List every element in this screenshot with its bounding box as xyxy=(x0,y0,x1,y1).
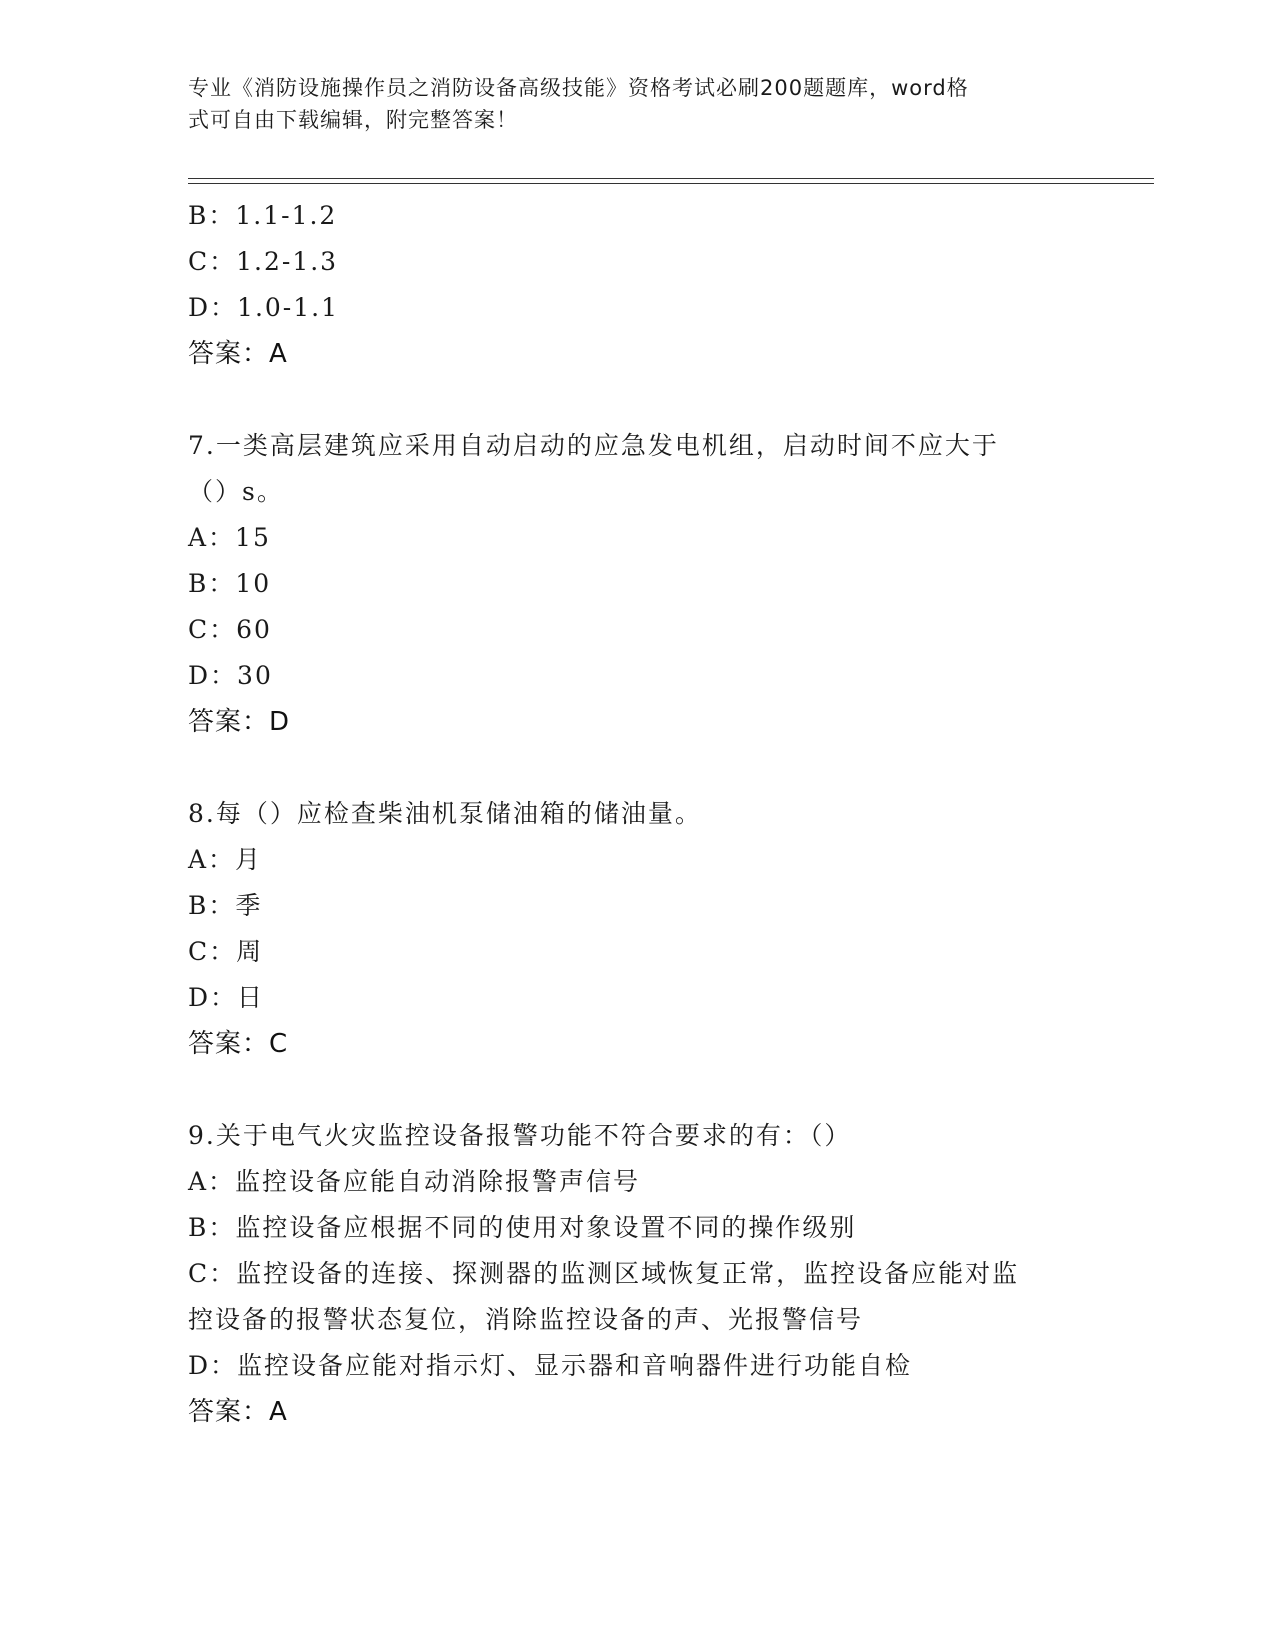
option-b: B：季 xyxy=(188,891,263,920)
question-list xyxy=(188,193,1088,1435)
spacer xyxy=(188,1067,1088,1113)
option-c-continued: 控设备的报警状态复位，消除监控设备的声、光报警信号 xyxy=(188,1305,864,1334)
question-stem: 9.关于电气火灾监控设备报警功能不符合要求的有：（） xyxy=(188,1121,852,1150)
question-stem: 7.一类高层建筑应采用自动启动的应急发电机组，启动时间不应大于 xyxy=(188,431,999,460)
question-8 xyxy=(188,791,1088,1067)
question-stem-continued: （）s。 xyxy=(188,477,284,506)
option-c: C：周 xyxy=(188,937,264,966)
header-line-2: 式可自由下载编辑，附完整答案！ xyxy=(188,108,518,132)
spacer xyxy=(188,377,1088,423)
option-b: B：1.1-1.2 xyxy=(188,201,338,230)
question-6-tail xyxy=(188,193,1088,377)
answer-label: 答案：A xyxy=(188,1397,288,1427)
answer-label: 答案：C xyxy=(188,1029,289,1059)
header-divider-thin xyxy=(188,183,1154,184)
option-b: B：监控设备应根据不同的使用对象设置不同的操作级别 xyxy=(188,1213,857,1242)
option-d: D：日 xyxy=(188,983,265,1012)
question-stem: 8.每（）应检查柴油机泵储油箱的储油量。 xyxy=(188,799,702,828)
question-9 xyxy=(188,1113,1088,1435)
option-c: C：监控设备的连接、探测器的监测区域恢复正常，监控设备应能对监 xyxy=(188,1259,1020,1288)
option-d: D：30 xyxy=(188,661,273,690)
option-d: D：监控设备应能对指示灯、显示器和音响器件进行功能自检 xyxy=(188,1351,913,1380)
option-a: A：监控设备应能自动消除报警声信号 xyxy=(188,1167,641,1196)
option-c: C：1.2-1.3 xyxy=(188,247,339,276)
option-d: D：1.0-1.1 xyxy=(188,293,340,322)
option-b: B：10 xyxy=(188,569,272,598)
option-a: A：月 xyxy=(188,845,263,874)
answer-label: 答案：D xyxy=(188,707,291,737)
option-a: A：15 xyxy=(188,523,271,552)
spacer xyxy=(188,745,1088,791)
option-c: C：60 xyxy=(188,615,272,644)
header-divider xyxy=(188,178,1154,179)
question-7 xyxy=(188,423,1088,745)
document-header xyxy=(188,72,1088,136)
answer-label: 答案：A xyxy=(188,339,288,369)
header-line-1: 专业《消防设施操作员之消防设备高级技能》资格考试必刷200题题库，word格 xyxy=(188,76,969,100)
